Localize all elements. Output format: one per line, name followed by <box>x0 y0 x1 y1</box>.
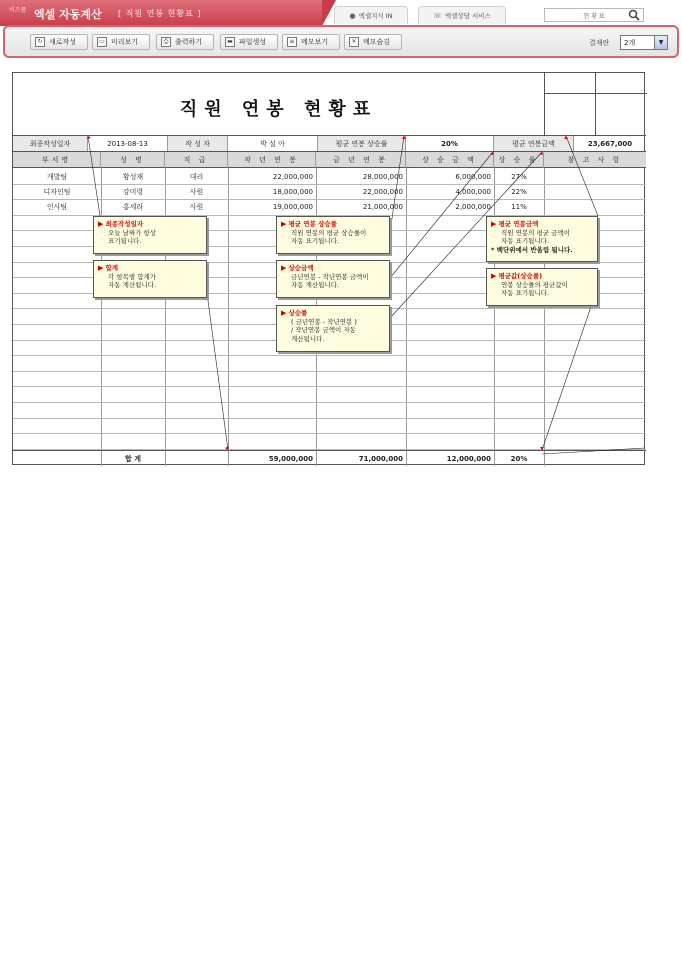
memo-total[interactable] <box>93 260 207 298</box>
memo-title: 평균 연봉 상승률 <box>288 220 337 228</box>
name-cell[interactable]: 황성재 <box>122 172 144 181</box>
memo-line: 직원 연봉의 평균 금액이 <box>501 228 570 237</box>
approval-box <box>544 73 646 135</box>
column-header: 직 급 <box>165 152 228 168</box>
memo-avg-salary[interactable] <box>486 216 598 262</box>
create-file-button-label: 파일생성 <box>239 38 267 46</box>
memo-arrow-icon: ▶ <box>98 264 104 272</box>
search-input[interactable]: 현 황 표 <box>544 8 644 22</box>
approval-label: 결재란 <box>589 39 610 47</box>
search-icon[interactable] <box>628 9 640 21</box>
sheet-title: 직원 연봉 현황표 <box>179 99 378 120</box>
avg-rate-value: 20% <box>406 136 494 151</box>
close-icon: ✕ <box>349 37 359 47</box>
this-year-salary-cell[interactable]: 22,000,000 <box>362 187 403 196</box>
create-file-button[interactable] <box>220 34 278 50</box>
approval-box-divider <box>545 93 647 94</box>
last-year-salary-cell[interactable]: 19,000,000 <box>272 202 313 211</box>
show-memo-button-label: 메모보기 <box>301 38 329 46</box>
department-cell[interactable]: 디자인팀 <box>43 187 71 196</box>
toolbar <box>3 25 679 58</box>
grid-row-line <box>13 433 646 434</box>
memo-line: 계산됩니다. <box>291 334 325 343</box>
memo-arrow-icon: ▶ <box>281 264 287 272</box>
author-label: 작 성 자 <box>168 136 228 151</box>
print-icon: ⎙ <box>161 37 171 47</box>
memo-note: * 백단위에서 반올림 됩니다. <box>491 245 573 254</box>
avg-rate-label: 평균 연봉 상승률 <box>318 136 406 151</box>
column-header-row <box>13 152 646 168</box>
print-button-label: 출력하기 <box>175 38 203 46</box>
memo-arrow-icon: ▶ <box>491 220 497 228</box>
total-increase: 12,000,000 <box>446 455 491 463</box>
column-header: 작 년 연 봉 <box>228 152 316 168</box>
page-subtitle: [ 직원 연봉 현황표 ] <box>118 9 202 18</box>
total-row <box>13 450 646 466</box>
total-this-year: 71,000,000 <box>358 455 403 463</box>
increase-amount-cell: 4,000,000 <box>455 187 491 196</box>
memo-arrow-icon: ▶ <box>491 272 497 280</box>
memo-title: 평균 연봉금액 <box>498 220 539 228</box>
name-cell[interactable]: 홍세라 <box>122 202 144 211</box>
increase-rate-cell: 27% <box>511 172 527 181</box>
increase-rate-cell: 22% <box>511 187 527 196</box>
show-memo-button[interactable] <box>282 34 340 50</box>
brand-tab <box>0 0 322 26</box>
chevron-down-icon[interactable]: ▼ <box>654 36 667 49</box>
total-rate: 20% <box>510 455 528 463</box>
memo-title: 상승률 <box>288 309 308 317</box>
memo-line: 표기됩니다. <box>108 237 142 245</box>
column-header: 성 명 <box>101 152 165 168</box>
last-year-salary-cell[interactable]: 22,000,000 <box>272 172 313 181</box>
print-button[interactable] <box>156 34 214 50</box>
memo-line: 각 항목별 합계가 <box>108 272 157 281</box>
date-value[interactable]: 2013-08-13 <box>88 136 168 151</box>
memo-arrow-icon: ▶ <box>98 220 104 228</box>
memo-avg-rate-value[interactable] <box>486 268 598 306</box>
preview-button[interactable] <box>92 34 150 50</box>
approval-select[interactable] <box>620 35 668 50</box>
hide-memo-button[interactable] <box>344 34 402 50</box>
excel-consult-link[interactable] <box>418 6 506 24</box>
phone-icon: ☏ <box>433 11 442 20</box>
memo-icon: ≡ <box>287 37 297 47</box>
excel-knowledge-link[interactable] <box>334 6 408 24</box>
increase-amount-cell: 2,000,000 <box>455 202 491 211</box>
column-header: 참 고 사 항 <box>567 156 623 164</box>
memo-line: / 작년연봉 금액이 자동 <box>291 326 356 334</box>
this-year-salary-cell[interactable]: 28,000,000 <box>362 172 403 181</box>
info-row <box>13 135 646 152</box>
column-header: 부서명 <box>13 152 101 168</box>
grid-row-line <box>13 355 646 356</box>
memo-line: 자동 계산됩니다. <box>108 281 157 289</box>
memo-title: 합계 <box>105 264 119 272</box>
memo-line: 연봉 상승률의 평균값이 <box>501 280 568 289</box>
approval-value: 2개 <box>624 38 636 47</box>
rank-cell[interactable]: 사원 <box>189 187 204 196</box>
brand-small-label: 비즈폼 <box>9 7 27 14</box>
memo-line: 자동 표기됩니다. <box>501 289 550 297</box>
hide-memo-button-label: 메모숨김 <box>363 38 391 46</box>
memo-line: 자동 계산됩니다. <box>291 281 340 289</box>
memo-arrow-icon: ▶ <box>281 220 287 228</box>
increase-amount-cell: 6,000,000 <box>455 172 491 181</box>
rank-cell[interactable]: 대리 <box>189 172 204 181</box>
app-title[interactable]: 엑셀 자동계산 <box>34 8 102 21</box>
preview-button-label: 미리보기 <box>111 38 139 46</box>
avg-salary-value: 23,667,000 <box>587 139 633 148</box>
memo-line: 금년연봉 - 작년연봉 금액이 <box>291 272 369 281</box>
total-last-year: 59,000,000 <box>268 455 313 463</box>
rank-cell[interactable]: 사원 <box>189 202 204 211</box>
excel-knowledge-label: 엑셀지식 IN <box>358 12 393 20</box>
memo-title: 평균값(상승률) <box>498 272 543 280</box>
name-cell[interactable]: 강미령 <box>122 187 144 196</box>
memo-title: 상승금액 <box>288 264 314 272</box>
last-year-salary-cell[interactable]: 18,000,000 <box>272 187 313 196</box>
location-pin-icon: ● <box>349 11 356 20</box>
title-area <box>13 73 544 135</box>
monitor-icon: ▭ <box>97 37 107 47</box>
author-value[interactable]: 박 설 아 <box>228 136 318 151</box>
grid-row-line <box>13 402 646 403</box>
memo-line: 자동 표기됩니다. <box>291 237 340 245</box>
department-cell[interactable]: 개발팀 <box>46 172 68 181</box>
column-header: 상 승 금 액 <box>406 152 494 168</box>
excel-consult-label: 엑셀상담 서비스 <box>444 12 491 20</box>
memo-increase-amount[interactable] <box>276 260 390 298</box>
memo-line: 자동 표기됩니다. <box>501 237 550 245</box>
grid-row-line <box>13 418 646 419</box>
memo-date[interactable] <box>93 216 207 254</box>
memo-line: 오늘 날짜가 항상 <box>108 228 157 237</box>
column-header: 상 승 률 <box>494 152 544 168</box>
new-button[interactable] <box>30 34 88 50</box>
memo-arrow-icon: ▶ <box>281 309 287 317</box>
column-header: 금 년 연 봉 <box>316 152 406 168</box>
avg-salary-label: 평균 연봉금액 <box>494 136 574 151</box>
memo-avg-rate[interactable] <box>276 216 390 254</box>
folder-icon: ▬ <box>225 37 235 47</box>
grid-row-line <box>13 371 646 372</box>
memo-line: 직원 연봉의 평균 상승률이 <box>291 228 367 237</box>
refresh-icon: ↻ <box>35 37 45 47</box>
memo-line: ( 금년연봉 - 작년연봉 ) <box>291 317 357 326</box>
increase-rate-cell: 11% <box>511 202 527 211</box>
memo-title: 최종작성일자 <box>105 220 144 228</box>
new-button-label: 새로작성 <box>49 38 77 46</box>
department-cell[interactable]: 인사팀 <box>46 202 68 211</box>
approval-box-divider <box>595 73 596 135</box>
date-label: 최종작성일자 <box>13 136 88 151</box>
memo-increase-rate[interactable] <box>276 305 390 352</box>
top-header <box>0 0 682 26</box>
total-label: 합 계 <box>125 455 141 463</box>
grid-row-line <box>13 386 646 387</box>
this-year-salary-cell[interactable]: 21,000,000 <box>362 202 403 211</box>
